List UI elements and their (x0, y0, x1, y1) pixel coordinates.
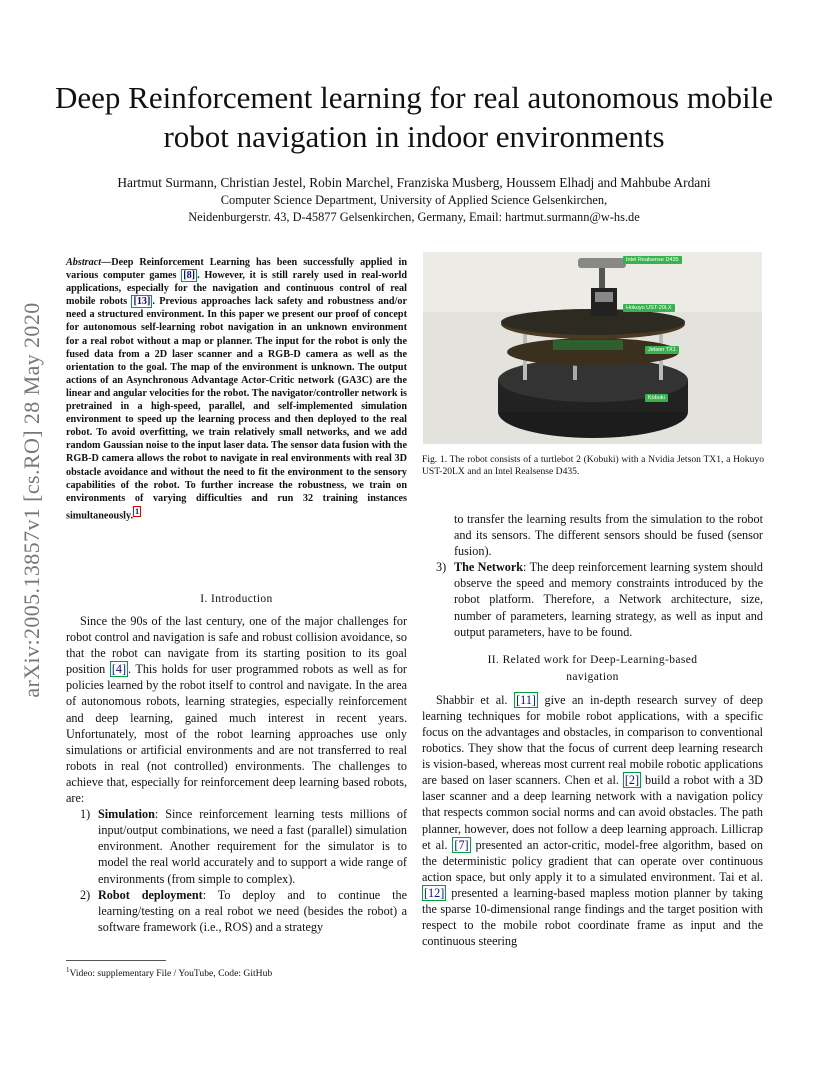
abstract-label: Abstract (66, 257, 102, 268)
citation-link[interactable]: [12] (424, 885, 445, 900)
author-list: Hartmut Surmann, Christian Jestel, Robin Marchel, Franziska Musberg, Houssem Elhadj and Mahbube Ardani (117, 175, 711, 190)
affiliation-line-1: Computer Science Department, University of Applied Science Gelsenkirchen, (220, 193, 608, 207)
label-hokuyo: Hokuyo UST-20LX (623, 304, 675, 312)
abstract-text-3: . Previous approaches lack safety and robustness and/or need a structured environment. In this paper we present our proof of concept for autonomous self-learning robot navigation in an unknown environment for a real robot without a map or planner. The input for the robot is only the fused data from a 2D laser scanner and a RGB-D camera as well as the orientation to the goal. The map of the environment is unknown. The output actions of an Asynchronous Advantage Actor-Critic network (GA3C) are the linear and angular velocities for the robot. The navigator/controller network is pretrained in a high-speed, parallel, and self-implemented simulation environment to speed up the learning process and then deployed to the real robot. To avoid overfitting, we train relatively small networks, and we add random Gaussian noise to the input laser data. The sensor data fusion with the RGB-D camera allows the robot to navigate in real environments with real 3D obstacle avoidance and without the need to fit the environment to the sensory capabilities of the robot. To further increase the robustness, we train on environments of varying difficulties and run 32 training instances simultaneously. (66, 296, 407, 522)
section-heading-related-work: II. Related work for Deep-Learning-based navigation (487, 653, 698, 683)
label-jetson: Jetson TX1 (645, 346, 679, 354)
section-heading-introduction: I. Introduction (200, 593, 273, 605)
list-item: 1) Simulation: Since reinforcement learning tests millions of input/output combinations, we need a fast (parallel) simulation environment. Another requirement for the simulator is to model the real world accurately and to support a wide range of environments (from simple to complex). (80, 807, 407, 886)
abstract-text-1: —Deep Reinforcement Learning has been successfully applied in various computer games (66, 257, 407, 282)
citation-link[interactable]: [7] (454, 837, 469, 852)
challenge-list-continued (422, 511, 763, 640)
robot-photo (423, 252, 762, 444)
citation-link[interactable]: [4] (111, 662, 127, 677)
citation-link[interactable]: [11] (516, 692, 536, 707)
affiliation (40, 192, 788, 225)
introduction-body (66, 613, 407, 935)
related-work-paragraph: Shabbir et al. [11] give an in-depth research survey of deep learning techniques for mobile robot applications, with a specific focus on the advantages and obstacles, in comparison to conventional robotics. They show that the focus of current deep learning research is vision-based, whereas most current real mobile robotic applications are based on laser scanners. Chen et al. [2] build a robot with a 3D laser scanner and a deep learning network with a navigation policy that respects common social norms and can avoid obstacles. The path planner, however, does not follow a deep learning approach. Lillicrap et al. [7] presented an actor-critic, model-free algorithm, based on the deterministic policy gradient that can operate over continuous action space, but only apply it to a simulated environment. Tai et al. [12] presented a learning-based mapless motion planner by taking the sparse 10-dimensional range findings and the target position with respect to the mobile robot coordinate frame as input and the continuous steering (422, 692, 763, 949)
footnote (66, 966, 406, 979)
citation-link[interactable]: [13] (133, 296, 151, 308)
footnote-mark: 1 (66, 966, 70, 974)
intro-paragraph: Since the 90s of the last century, one of the major challenges for robot control and navigation is safe and robust collision avoidance, so that the robot can navigate from its starting position to its goal position [4] . This holds for user programmed robots as well as for policies learned by the robot itself to control and navigate. In the area of autonomous robots, learning strategies, especially reinforcement and deep learning, gained much interest in recent years. Unfortunately, most of the robot learning approaches use only simulations or artificial environments and are not transferred to real robots in real (not controlled) environments. The challenges to achieve that, especially for reinforcement deep learning based robots, are: (66, 614, 407, 806)
affiliation-line-2: Neidenburgerstr. 43, D-45877 Gelsenkirchen, Germany, Email: hartmut.surmann@w-hs.de (188, 209, 640, 224)
footnote-link[interactable]: 1 (135, 506, 140, 516)
challenge-list (66, 806, 407, 935)
citation-link[interactable]: [2] (624, 773, 640, 788)
arxiv-stamp (8, 240, 56, 760)
label-realsense: Intel Realsense D435 (623, 256, 682, 264)
footnote-divider (66, 960, 166, 961)
citation-link[interactable]: [8] (183, 270, 196, 282)
list-item: to transfer the learning results from the simulation to the robot and its sensors. The different sensors should be fused (sensor fusion). (454, 512, 763, 559)
robot-illustration (423, 252, 762, 444)
right-column (422, 511, 763, 949)
list-item: 3) The Network: The deep reinforcement learning system should observe the speed and memory constraints introduced by the robot platform. Therefore, a Network architecture, size, number of parameters, learning strategy, as well as input and output parameters, have to be found. (436, 560, 763, 639)
figure-caption: Fig. 1. The robot consists of a turtlebot 2 (Kobuki) with a Nvidia Jetson TX1, a Hokuyo UST-20LX and an Intel Realsense D435. (422, 454, 764, 478)
abstract (66, 256, 407, 522)
abstract-text-2: . However, it is still rarely used in real-world applications, especially for the navigation and continuous control of real mobile robots (66, 270, 408, 308)
arxiv-id: arXiv:2005.13857v1 [cs.RO] 28 May 2020 (19, 302, 44, 698)
label-kobuki: Kobuki (645, 394, 668, 402)
list-item: 2) Robot deployment: To deploy and to continue the learning/testing on a real robot we need (besides the robot) a software framework (i.e., ROS) and a strategy (80, 887, 407, 934)
footnote-text: Video: supplementary File / YouTube, Code: GitHub (69, 968, 273, 980)
paper-title: Deep Reinforcement learning for real autonomous mobile robot navigation in indoor environments (55, 80, 773, 154)
